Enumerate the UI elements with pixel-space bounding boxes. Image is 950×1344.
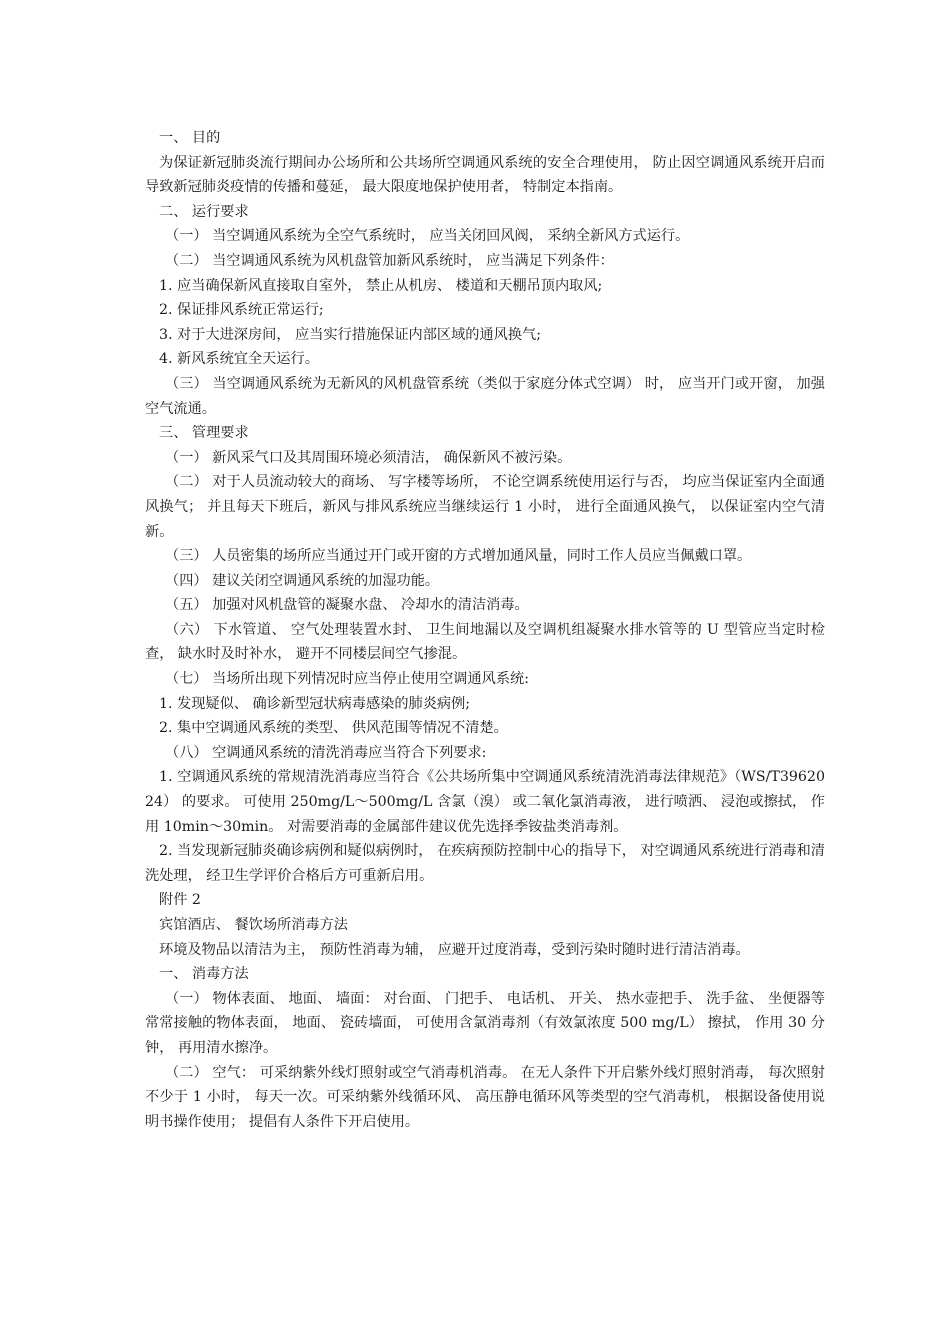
- paragraph: 二、 运行要求: [159, 203, 249, 220]
- paragraph: （二） 对于人员流动较大的商场、 写字楼等场所， 不论空调系统使用运行与否， 均应当保证室内全面通风换气； 并且每天下班后，新风与排风系统应当继续运行 1 小时， 进行全面通风换气， 以保证室内空气清新。: [145, 474, 825, 540]
- paragraph: 4. 新风系统宜全天运行。: [159, 351, 319, 368]
- paragraph: （六） 下水管道、 空气处理装置水封、 卫生间地漏以及空调机组凝聚水排水管等的 U 型管应当定时检查， 缺水时及时补水， 避开不同楼层间空气掺混。: [145, 621, 825, 663]
- paragraph: 环境及物品以清洁为主， 预防性消毒为辅， 应避开过度消毒，受到污染时随时进行清洁消毒。: [159, 941, 750, 958]
- paragraph: 1. 应当确保新风直接取自室外， 禁止从机房、 楼道和天棚吊顶内取风;: [159, 277, 603, 294]
- paragraph: 一、 目的: [159, 130, 221, 146]
- paragraph: （二） 空气： 可采纳紫外线灯照射或空气消毒机消毒。 在无人条件下开启紫外线灯照射消毒， 每次照射不少于 1 小时， 每天一次。可采纳紫外线循环风、 高压静电循环风等类型的空气消毒机， 根据设备使用说明书操作使用； 提倡有人条件下开启使用。: [145, 1064, 825, 1130]
- paragraph: （一） 物体表面、 地面、 墙面： 对台面、 门把手、 电话机、 开关、 热水壶把手、 洗手盆、 坐便器等常常接触的物体表面， 地面、 瓷砖墙面， 可使用含氯消毒剂（有效氯浓度 500 mg/L） 擦拭， 作用 30 分钟， 再用清水擦净。: [145, 990, 825, 1056]
- paragraph: （一） 当空调通风系统为全空气系统时， 应当关闭回风阀， 采纳全新风方式运行。: [165, 228, 690, 245]
- paragraph: 一、 消毒方法: [159, 966, 249, 983]
- paragraph: （四） 建议关闭空调通风系统的加湿功能。: [165, 572, 440, 589]
- paragraph: （二） 当空调通风系统为风机盘管加新风系统时， 应当满足下列条件：: [165, 252, 614, 269]
- paragraph: （八） 空调通风系统的清洗消毒应当符合下列要求:: [165, 744, 487, 761]
- paragraph: （三） 当空调通风系统为无新风的风机盘管系统（类似于家庭分体式空调） 时， 应当开门或开窗， 加强空气流通。: [145, 375, 825, 417]
- paragraph: （七） 当场所出现下列情况时应当停止使用空调通风系统:: [165, 671, 529, 688]
- paragraph: 宾馆酒店、 餐饮场所消毒方法: [159, 917, 348, 933]
- paragraph: （三） 人员密集的场所应当通过开门或开窗的方式增加通风量，同时工作人员应当佩戴口罩。: [165, 548, 752, 565]
- paragraph: 附件 2: [159, 892, 201, 909]
- paragraph: 3. 对于大进深房间， 应当实行措施保证内部区域的通风换气;: [159, 326, 542, 343]
- paragraph: （五） 加强对风机盘管的凝聚水盘、 冷却水的清洁消毒。: [165, 597, 529, 614]
- paragraph: （一） 新风采气口及其周围环境必须清洁， 确保新风不被污染。: [165, 449, 572, 466]
- paragraph: 三、 管理要求: [159, 425, 249, 442]
- paragraph: 1. 空调通风系统的常规清洗消毒应当符合《公共场所集中空调通风系统清洗消毒法律规范》（WS/T3962024） 的要求。 可使用 250mg/L～500mg/L 含氯（溴） 或二氧化氯消毒液， 进行喷洒、 浸泡或擦拭， 作用 10min～30min。 对需要消毒的金属部件建议优先选择季铵盐类消毒剂。: [145, 769, 825, 835]
- paragraph: 2. 当发现新冠肺炎确诊病例和疑似病例时， 在疾病预防控制中心的指导下， 对空调通风系统进行消毒和清洗处理， 经卫生学评价合格后方可重新启用。: [145, 843, 825, 884]
- document-body: [145, 126, 825, 1134]
- paragraph: 2. 保证排风系统正常运行;: [159, 302, 324, 319]
- paragraph: 1. 发现疑似、 确诊新型冠状病毒感染的肺炎病例;: [159, 695, 471, 712]
- paragraph: 2. 集中空调通风系统的类型、 供风范围等情况不清楚。: [159, 720, 508, 737]
- paragraph: 为保证新冠肺炎流行期间办公场所和公共场所空调通风系统的安全合理使用， 防止因空调通风系统开启而导致新冠肺炎疫情的传播和蔓延， 最大限度地保护使用者， 特制定本指南。: [145, 154, 825, 196]
